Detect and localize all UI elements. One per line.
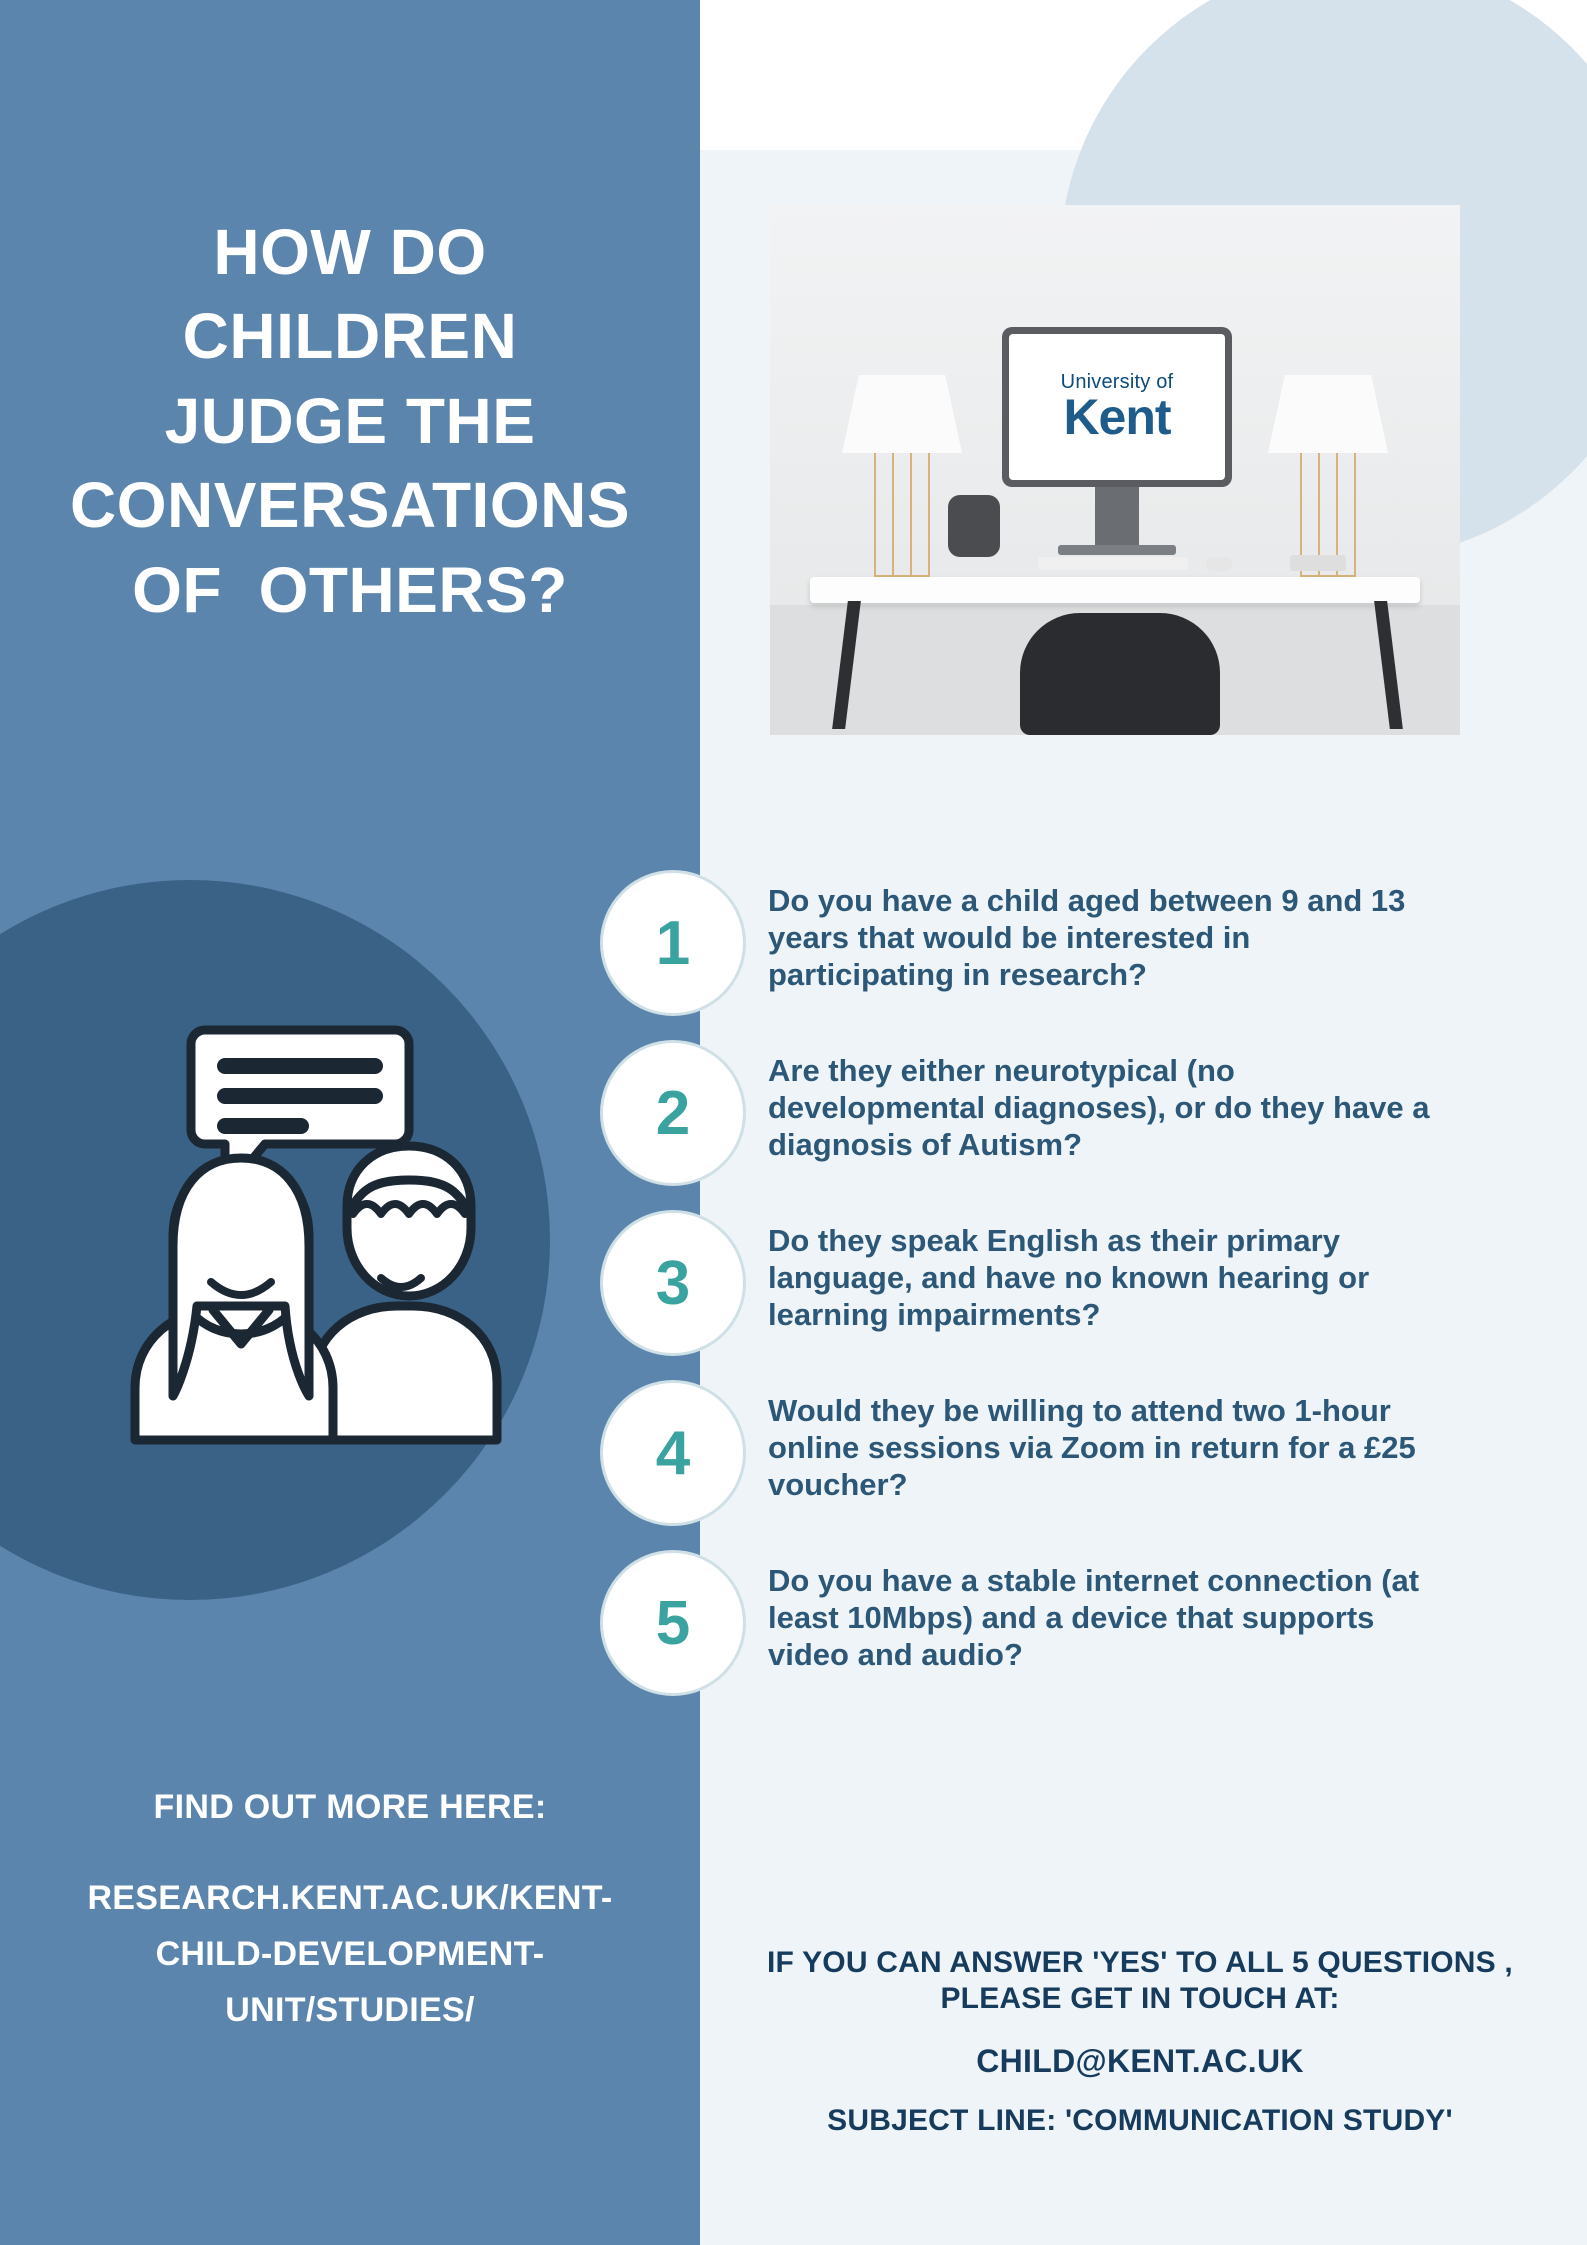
url-line-2: CHILD-DEVELOPMENT- xyxy=(155,1935,545,1974)
mouse-icon xyxy=(1206,557,1232,571)
desk-top xyxy=(810,577,1420,603)
question-text: Would they be willing to attend two 1-hour online sessions via Zoom in return for a £25 voucher? xyxy=(768,1393,1416,1503)
url-line-3: UNIT/STUDIES/ xyxy=(225,1991,475,2030)
question-number-badge: 1 xyxy=(600,870,746,1016)
monitor-stand xyxy=(1095,487,1139,547)
question-number-badge: 2 xyxy=(600,1040,746,1186)
lamp-right-icon xyxy=(1268,375,1388,577)
question-number-badge: 4 xyxy=(600,1380,746,1526)
title-line-4: CONVERSATIONS xyxy=(69,469,631,542)
monitor-screen xyxy=(1009,334,1225,480)
question-text: Are they either neurotypical (no developmental diagnoses), or do they have a diagnosis of Autism? xyxy=(768,1053,1430,1163)
kent-logo-top-text: University of xyxy=(1060,371,1174,394)
cta-lead-line-2: PLEASE GET IN TOUCH AT: xyxy=(940,1982,1340,2015)
study-url[interactable] xyxy=(30,1870,670,2038)
kent-logo-wordmark: Kent xyxy=(1063,389,1171,446)
question-item xyxy=(600,870,1440,1016)
page-title xyxy=(40,210,660,632)
url-line-1: RESEARCH.KENT.AC.UK/KENT- xyxy=(87,1879,613,1917)
lamp-left-icon xyxy=(842,375,962,577)
smart-speaker-icon xyxy=(948,495,1000,557)
question-item xyxy=(600,1550,1440,1696)
title-line-1: HOW DO xyxy=(213,216,487,288)
question-number-badge: 5 xyxy=(600,1550,746,1696)
cta-lead-line-1: IF YOU CAN ANSWER 'YES' TO ALL 5 QUESTIONS , xyxy=(767,1946,1513,1979)
two-people-talking-icon xyxy=(95,1010,535,1460)
question-number-badge: 3 xyxy=(600,1210,746,1356)
question-item xyxy=(600,1210,1440,1356)
monitor-base xyxy=(1058,545,1176,555)
desk-photo xyxy=(770,205,1460,735)
question-text: Do you have a stable internet connection (at least 10Mbps) and a device that supports video and audio? xyxy=(768,1563,1420,1673)
title-line-2: CHILDREN xyxy=(182,300,518,373)
lamp-shade xyxy=(1268,375,1388,453)
contact-cta xyxy=(720,1945,1560,2138)
question-item xyxy=(600,1380,1440,1526)
email-subject-line: SUBJECT LINE: 'COMMUNICATION STUDY' xyxy=(827,2104,1453,2137)
lamp-shade xyxy=(842,375,962,453)
question-text: Do they speak English as their primary language, and have no known hearing or learning impairments? xyxy=(768,1223,1370,1333)
question-text: Do you have a child aged between 9 and 13 years that would be interested in participating in research? xyxy=(768,883,1406,993)
contact-email[interactable]: CHILD@KENT.AC.UK xyxy=(976,2043,1304,2079)
monitor xyxy=(1002,327,1232,487)
find-out-more-heading: FIND OUT MORE HERE: xyxy=(153,1788,547,1826)
keyboard-icon xyxy=(1038,557,1188,570)
title-line-3: JUDGE THE xyxy=(164,384,536,457)
chair xyxy=(1020,613,1220,735)
questions-list xyxy=(600,870,1440,1720)
question-item xyxy=(600,1040,1440,1186)
lamp-body xyxy=(874,453,930,577)
title-line-5: OF OTHERS? xyxy=(132,553,568,626)
phone-icon xyxy=(1290,555,1346,571)
